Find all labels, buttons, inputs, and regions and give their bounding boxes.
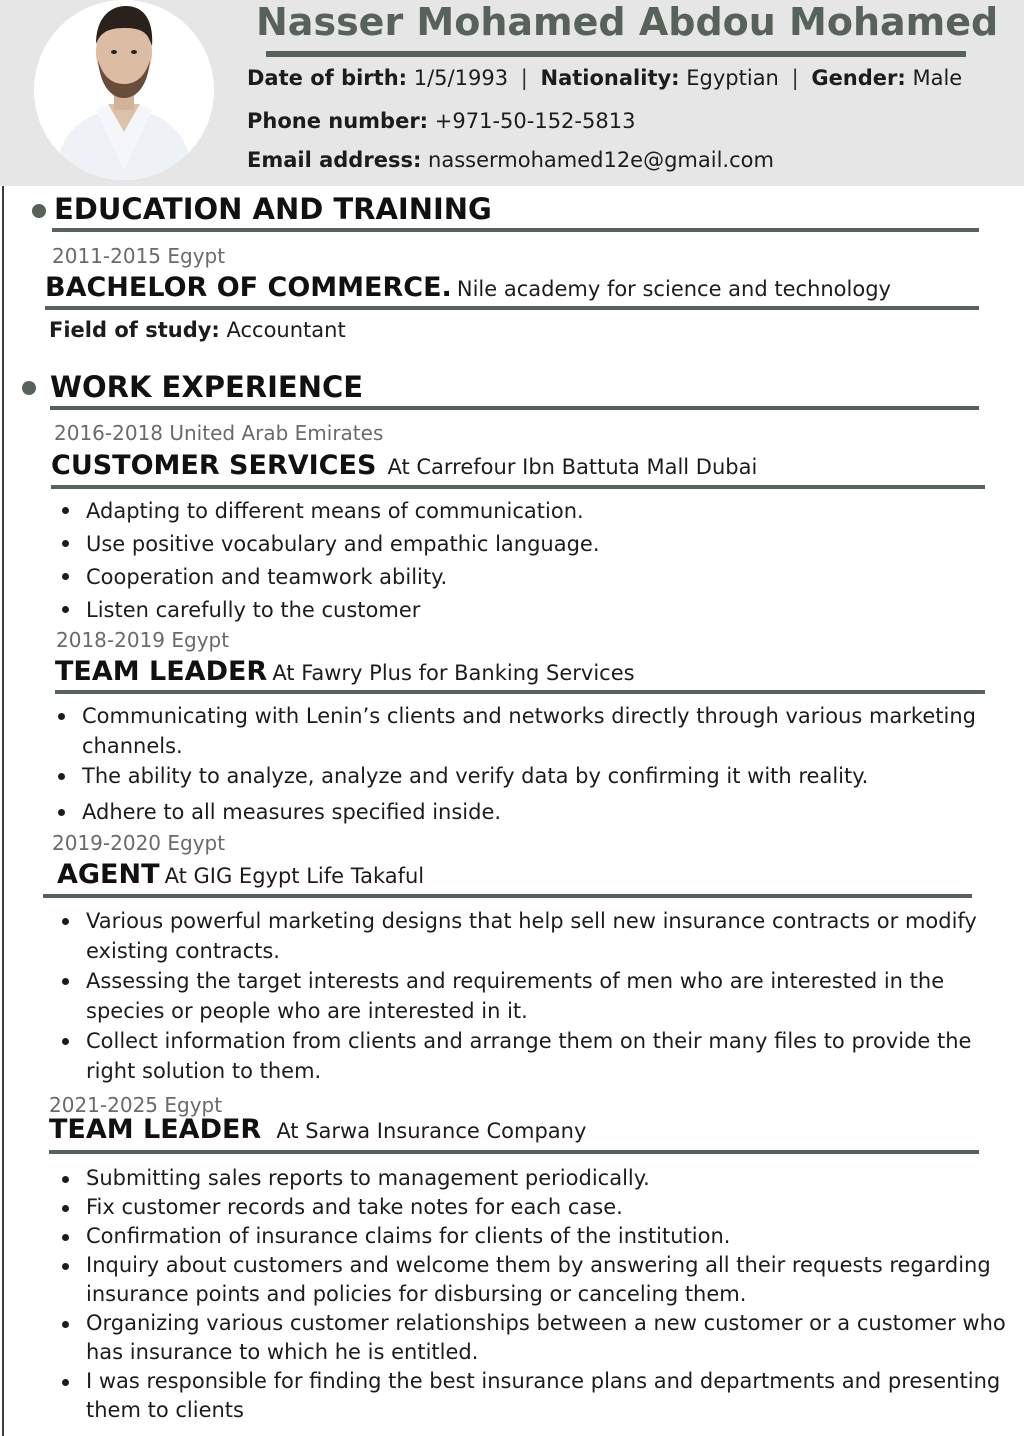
job-bullets: [54, 906, 1009, 1086]
section-bullet-icon: [22, 381, 36, 395]
phone-line: [247, 109, 635, 133]
job-org: At Fawry Plus for Banking Services: [272, 661, 635, 685]
candidate-name: Nasser Mohamed Abdou Mohamed: [256, 0, 999, 44]
job-bullets: [50, 701, 1005, 827]
nationality-label: Nationality:: [540, 66, 680, 90]
job-title-line: [57, 859, 424, 890]
degree-title: BACHELOR OF COMMERCE.: [45, 272, 452, 303]
work-heading-rule: [50, 406, 979, 410]
left-border: [2, 186, 4, 1436]
dob-label: Date of birth:: [247, 66, 408, 90]
education-date: 2011-2015 Egypt: [52, 244, 226, 268]
nationality-value: Egyptian: [686, 66, 779, 90]
field-value: Accountant: [226, 318, 346, 342]
job-rule: [51, 485, 985, 489]
field-of-study: [49, 318, 346, 342]
email-label: Email address:: [247, 148, 422, 172]
job-title-line: [51, 450, 757, 481]
dob-value: 1/5/1993: [413, 66, 509, 90]
gender-label: Gender:: [811, 66, 906, 90]
phone-label: Phone number:: [247, 109, 429, 133]
job-title: TEAM LEADER: [55, 656, 268, 687]
education-degree-line: [45, 272, 891, 303]
list-item: Organizing various customer relationships between a new customer or a customer who has insurance to which he is entitled.: [54, 1309, 1019, 1367]
job-date: 2021-2025 Egypt: [49, 1093, 223, 1117]
email-value: nassermohamed12e@gmail.com: [428, 148, 774, 172]
list-item: Confirmation of insurance claims for clients of the institution.: [54, 1222, 1019, 1251]
job-org: At Carrefour Ibn Battuta Mall Dubai: [387, 455, 758, 479]
name-underline: [266, 51, 966, 57]
job-title: CUSTOMER SERVICES: [51, 450, 377, 481]
education-heading-rule: [52, 228, 979, 232]
separator: |: [520, 66, 528, 90]
section-bullet-icon: [32, 204, 46, 218]
person-avatar-icon: [34, 0, 214, 180]
list-item: I was responsible for finding the best insurance plans and departments and presenting them to clients: [54, 1367, 1019, 1425]
separator: |: [791, 66, 799, 90]
job-date: 2019-2020 Egypt: [52, 831, 226, 855]
phone-value: +971-50-152-5813: [434, 109, 636, 133]
job-date: 2018-2019 Egypt: [56, 628, 230, 652]
list-item: Fix customer records and take notes for each case.: [54, 1193, 1019, 1222]
list-item: Cooperation and teamwork ability.: [54, 561, 994, 594]
list-item: Assessing the target interests and requirements of men who are interested in the species or people who are interested in it.: [54, 966, 1009, 1026]
job-title-line: [49, 1114, 586, 1145]
list-item: Collect information from clients and arrange them on their many files to provide the right solution to them.: [54, 1026, 1009, 1086]
list-item: Listen carefully to the customer: [54, 594, 994, 627]
email-line: [247, 148, 774, 172]
list-item: Communicating with Lenin’s clients and networks directly through various marketing channels.: [50, 701, 1005, 761]
job-rule: [43, 894, 972, 898]
job-rule: [55, 690, 985, 694]
job-bullets: [54, 1164, 1019, 1425]
list-item: Adapting to different means of communication.: [54, 495, 994, 528]
list-item: Adhere to all measures specified inside.: [50, 797, 1005, 827]
institution-name: Nile academy for science and technology: [456, 277, 891, 301]
job-org: At Sarwa Insurance Company: [276, 1119, 587, 1143]
list-item: The ability to analyze, analyze and verify data by confirming it with reality.: [50, 761, 1005, 791]
job-title-line: [55, 656, 635, 687]
job-org: At GIG Egypt Life Takaful: [164, 864, 425, 888]
list-item: Submitting sales reports to management periodically.: [54, 1164, 1019, 1193]
profile-photo: [34, 0, 214, 180]
personal-info-line: [247, 66, 962, 90]
list-item: Inquiry about customers and welcome them by answering all their requests regarding insurance points and policies for disbursing or canceling them.: [54, 1251, 1019, 1309]
list-item: Use positive vocabulary and empathic language.: [54, 528, 994, 561]
field-label: Field of study:: [49, 318, 220, 342]
degree-rule: [45, 306, 979, 310]
list-item: Various powerful marketing designs that help sell new insurance contracts or modify existing contracts.: [54, 906, 1009, 966]
job-title: AGENT: [57, 859, 160, 890]
work-heading: WORK EXPERIENCE: [50, 370, 364, 404]
job-title: TEAM LEADER: [49, 1114, 262, 1145]
education-heading: EDUCATION AND TRAINING: [54, 192, 492, 226]
job-rule: [49, 1150, 979, 1154]
job-date: 2016-2018 United Arab Emirates: [54, 421, 384, 445]
job-bullets: [54, 495, 994, 627]
gender-value: Male: [912, 66, 963, 90]
